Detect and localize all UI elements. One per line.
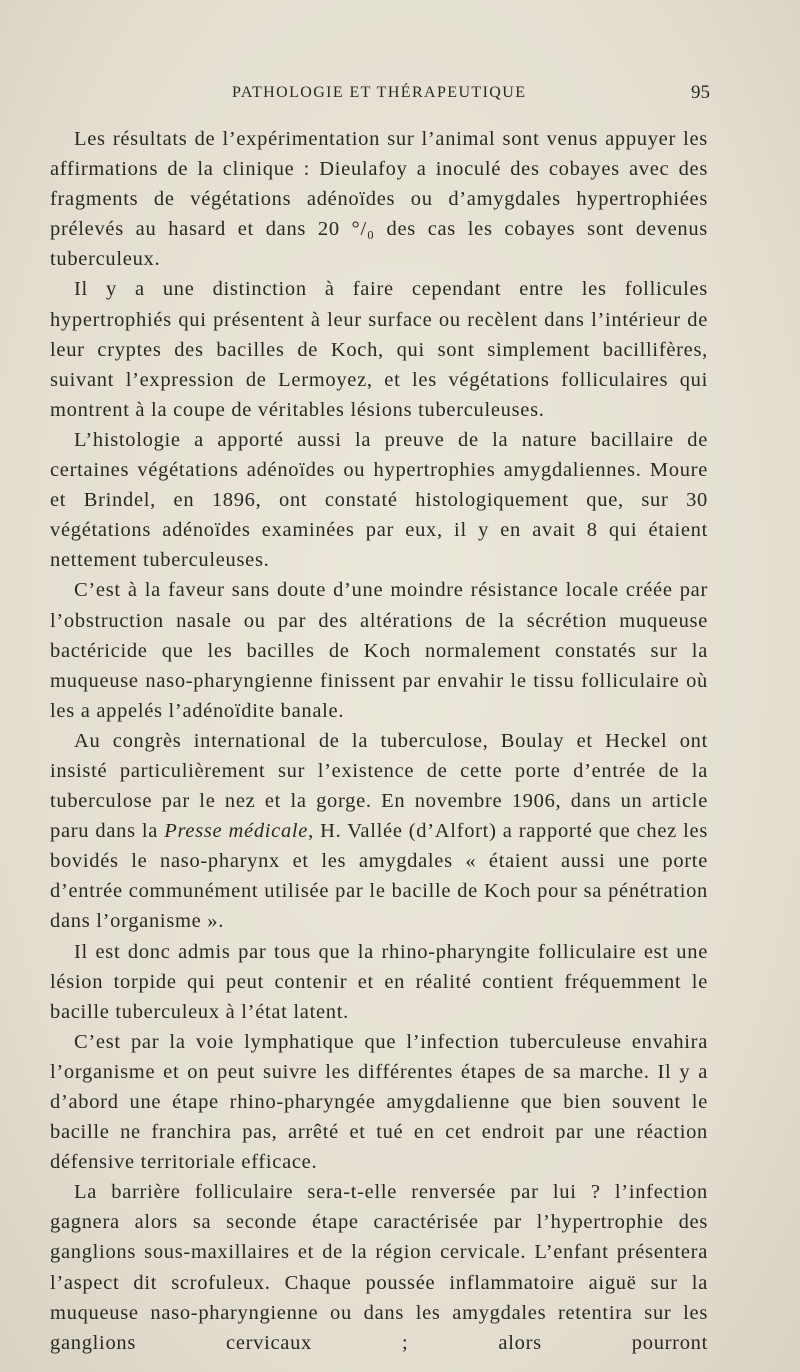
paragraph-5-text-before: Au congrès international de la tuberculose, Boulay et Heckel ont insisté particulièrement sur l’existence de cette porte d’entrée de la tuberculose par le nez et la gorge. En novembre 1906, dans un article paru dans la: [50, 729, 708, 843]
paragraph-5-text-after: , H. Vallée (d’Alfort) a rapporté que chez les bovidés le naso-pharynx et les amygdales « étaient aussi une porte d’entrée communément utilisée par le bacille de Koch pour sa pénétration dans l’organisme ».: [50, 820, 708, 933]
paragraph-8: La barrière folliculaire sera-t-elle renversée par lui ? l’infection gagnera alors sa seconde étape caractérisée par l’hypertrophie des ganglions sous-maxillaires et de la région cervicale. L’enfant présentera l’aspect dit scrofuleux. Chaque poussée inflammatoire aiguë sur la muqueuse naso-pharyngienne ou dans les amygdales retentira sur les ganglions cervicaux ; alors pourront: [50, 1181, 708, 1354]
running-title: PATHOLOGIE ET THÉRAPEUTIQUE: [232, 84, 527, 101]
paragraph-6: Il est donc admis par tous que la rhino-pharyngite folliculaire est une lésion torpide qui peut contenir et en réalité contient fréquemment le bacille tuberculeux à l’état latent.: [50, 940, 708, 1023]
paragraph-3: L’histologie a apporté aussi la preuve de la nature bacillaire de certaines végétations adénoïdes ou hypertrophies amygdaliennes. Moure et Brindel, en 1896, ont constaté histologiquement que, sur 30 végétations adénoïdes examinées par eux, il y en avait 8 qui étaient nettement tuberculeuses.: [50, 428, 708, 572]
paragraph-2: Il y a une distinction à faire cependant entre les follicules hypertrophiés qui présentent à leur surface ou recèlent dans l’intérieur de leur cryptes des bacilles de Koch, qui sont simplement bacillifères, suivant l’expression de Lermoyez, et les végétations folliculaires qui montrent à la coupe de véritables lésions tuberculeuses.: [50, 278, 708, 421]
body-text: [50, 124, 708, 1358]
page-header: [50, 82, 710, 108]
paragraph-1: Les résultats de l’expérimentation sur l’animal sont venus appuyer les affirmations de la clinique : Dieulafoy a inoculé des cobayes avec des fragments de végétations adénoïdes ou d’amygdales hypertrophiées prélevés au hasard et dans 20 °/₀ des cas les cobayes sont devenus tuberculeux.: [50, 128, 708, 271]
page-number: 95: [691, 82, 710, 103]
paragraph-4: C’est à la faveur sans doute d’une moindre résistance locale créée par l’obstruction nasale ou par des altérations de la sécrétion muqueuse bactéricide que les bacilles de Koch normalement constatés sur la muqueuse naso-pharyngienne finissent par envahir le tissu folliculaire où les a appelés l’adénoïdite banale.: [50, 579, 708, 722]
paragraph-7: C’est par la voie lymphatique que l’infection tuberculeuse envahira l’organisme et on peut suivre les différentes étapes de sa marche. Il y a d’abord une étape rhino-pharyngée amygdalienne que bien souvent le bacille ne franchira pas, arrêté et tué en cet endroit par une réaction défensive territoriale efficace.: [50, 1030, 708, 1174]
paragraph-5: [50, 726, 708, 937]
journal-title: Presse médicale: [164, 820, 309, 843]
